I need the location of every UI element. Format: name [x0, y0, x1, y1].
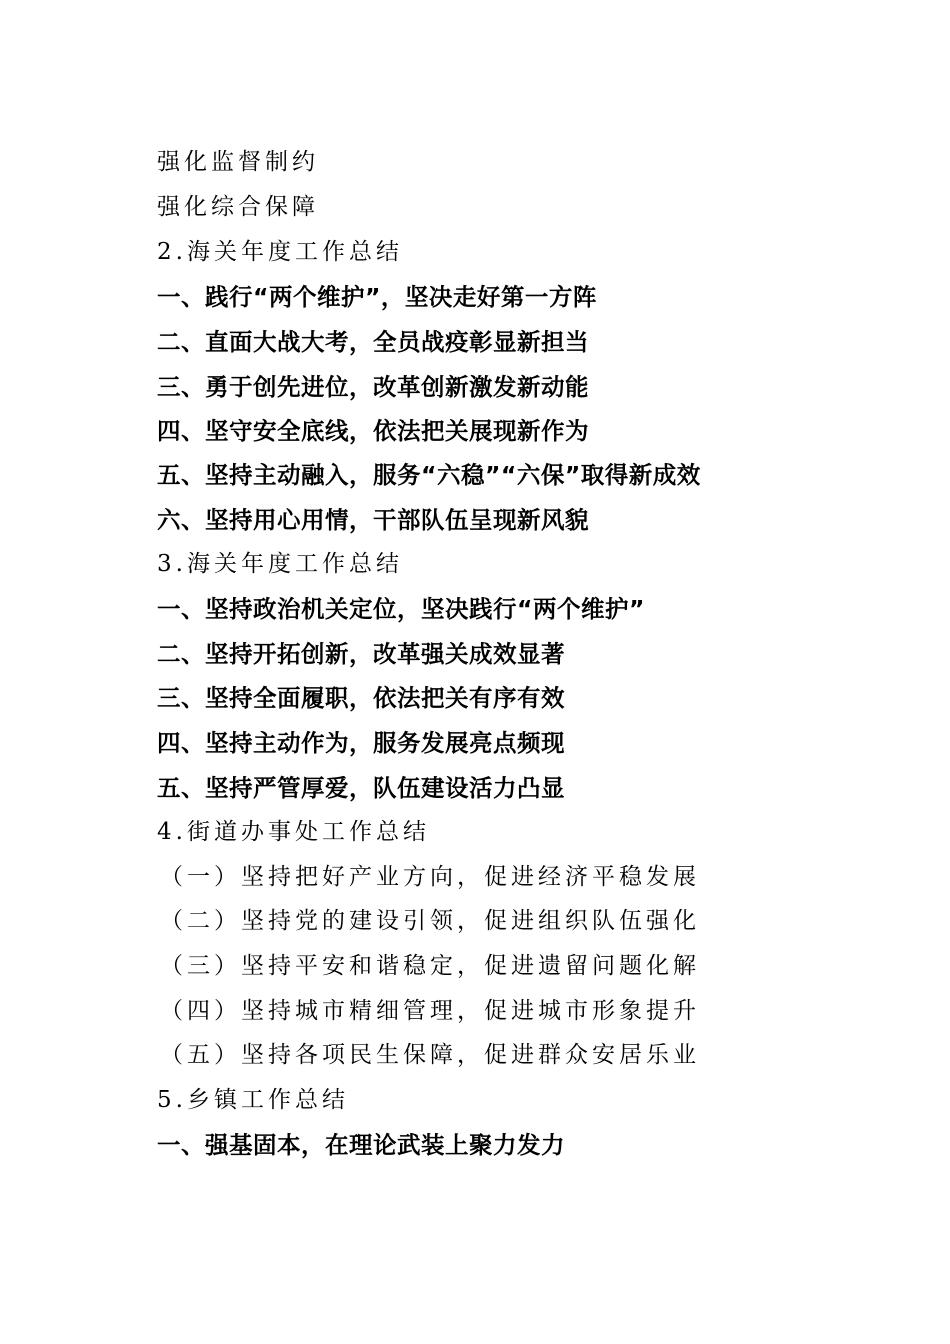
- bold-item: 三、勇于创先进位，改革创新激发新动能: [157, 373, 589, 401]
- bold-item: 六、坚持用心用情，干部队伍呈现新风貌: [157, 506, 589, 534]
- section-heading: 3.海关年度工作总结: [157, 551, 403, 577]
- bold-item: 二、坚持开拓创新，改革强关成效显著: [157, 640, 565, 668]
- bold-item: 一、践行“两个维护”，坚决走好第一方阵: [157, 283, 597, 311]
- sub-item: （五）坚持各项民生保障，促进群众安居乐业: [160, 1042, 700, 1068]
- bold-item: 一、强基固本，在理论武装上聚力发力: [157, 1131, 565, 1159]
- sub-item: （四）坚持城市精细管理，促进城市形象提升: [160, 998, 700, 1024]
- bold-item: 一、坚持政治机关定位，坚决践行“两个维护”: [157, 595, 645, 623]
- section-heading: 5.乡镇工作总结: [157, 1087, 349, 1113]
- bold-item: 四、坚持主动作为，服务发展亮点频现: [157, 729, 565, 757]
- sub-item: （三）坚持平安和谐稳定，促进遗留问题化解: [160, 953, 700, 979]
- sub-item: （一）坚持把好产业方向，促进经济平稳发展: [160, 864, 700, 890]
- bold-item: 三、坚持全面履职，依法把关有序有效: [157, 684, 565, 712]
- bold-item: 五、坚持严管厚爱，队伍建设活力凸显: [157, 774, 565, 802]
- bold-item: 五、坚持主动融入，服务“六稳”“六保”取得新成效: [157, 461, 701, 489]
- text-line: 强化综合保障: [157, 194, 319, 220]
- bold-item: 二、直面大战大考，全员战疫彰显新担当: [157, 328, 589, 356]
- bold-item: 四、坚守安全底线，依法把关展现新作为: [157, 417, 589, 445]
- text-line: 强化监督制约: [157, 149, 319, 175]
- section-heading: 2.海关年度工作总结: [157, 239, 403, 265]
- section-heading: 4.街道办事处工作总结: [157, 819, 430, 845]
- sub-item: （二）坚持党的建设引领，促进组织队伍强化: [160, 908, 700, 934]
